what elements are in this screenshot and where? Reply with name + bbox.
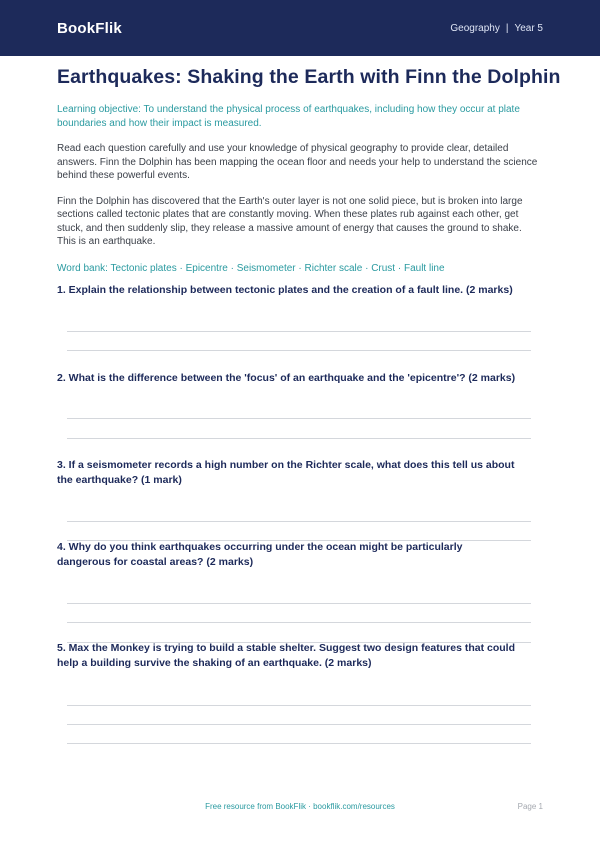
page-title: Earthquakes: Shaking the Earth with Finn the Dolphin: [57, 66, 561, 88]
learning-objective: Learning objective: To understand the physical process of earthquakes, including how they occur at plate boundaries and how their impact is measured.: [57, 104, 520, 129]
brand-logo[interactable]: BookFlik: [57, 19, 122, 37]
year-label: Year 5: [514, 22, 543, 34]
answer-line[interactable]: [67, 743, 531, 744]
meta-separator: |: [505, 22, 509, 34]
question-1: 1. Explain the relationship between tectonic plates and the creation of a fault line. (2 marks): [57, 284, 513, 296]
page-footer: [0, 800, 600, 816]
intro-paragraph: Read each question carefully and use your knowledge of physical geography to provide clear, detailed answers. Finn the Dolphin has been mapping the ocean floor and needs your help to understand the science behind these powerful events.: [57, 143, 538, 181]
answer-line[interactable]: [67, 724, 531, 725]
answer-line[interactable]: [67, 350, 531, 351]
answer-line[interactable]: [67, 622, 531, 623]
answer-line[interactable]: [67, 705, 531, 706]
question-3: 3. If a seismometer records a high number on the Richter scale, what does this tell us about the earthquake? (1 mark): [57, 459, 515, 486]
page-number: Page 1: [517, 802, 543, 811]
subject-meta: [450, 23, 543, 34]
worksheet-content: [57, 64, 561, 275]
subject-label: Geography: [450, 22, 500, 34]
word-bank: Word bank: Tectonic plates · Epicentre · Seismometer · Richter scale · Crust · Fault line: [57, 262, 445, 274]
story-paragraph: Finn the Dolphin has discovered that the Earth's outer layer is not one solid piece, but is broken into large sections called tectonic plates that are constantly moving. When these plates rub against each other, get stuck, and then suddenly slip, they release a massive amount of energy that causes the ground to shake. This is an earthquake.: [57, 195, 523, 247]
page-header: [0, 0, 600, 56]
answer-line[interactable]: [67, 418, 531, 419]
footer-source-link[interactable]: Free resource from BookFlik · bookflik.com/resources: [205, 802, 395, 811]
answer-line[interactable]: [67, 603, 531, 604]
answer-line[interactable]: [67, 438, 531, 439]
answer-line[interactable]: [67, 331, 531, 332]
answer-line[interactable]: [67, 521, 531, 522]
question-4: 4. Why do you think earthquakes occurring under the ocean might be particularly dangerous for coastal areas? (2 marks): [57, 541, 463, 568]
question-2: 2. What is the difference between the 'focus' of an earthquake and the 'epicentre'? (2 marks): [57, 372, 516, 384]
question-5: 5. Max the Monkey is trying to build a stable shelter. Suggest two design features that could help a building survive the shaking of an earthquake. (2 marks): [57, 642, 516, 669]
